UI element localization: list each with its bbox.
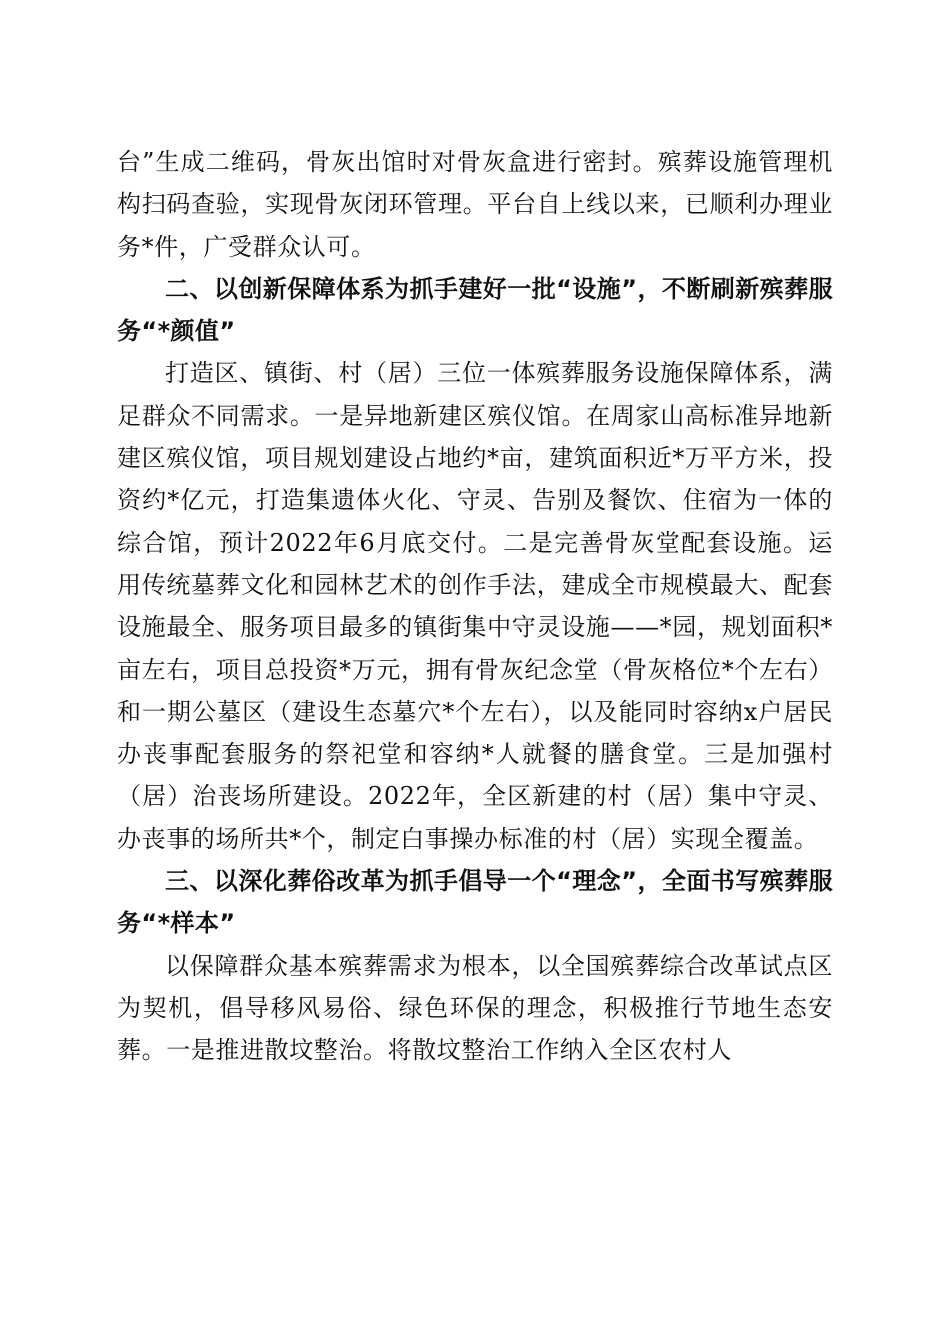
paragraph-facilities-system: 打造区、镇街、村（居）三位一体殡葬服务设施保障体系，满足群众不同需求。一是异地新建区殡仪馆。在周家山高标准异地新建区殡仪馆，项目规划建设占地约*亩，建筑面积近*万平方米，投资约*亿元，打造集遗体火化、守灵、告别及餐饮、住宿为一体的综合馆，预计2022年6月底交付。二是完善骨灰堂配套设施。运用传统墓葬文化和园林艺术的创作手法，建成全市规模最大、配套设施最全、服务项目最多的镇街集中守灵设施——*园，规划面积*亩左右，项目总投资*万元，拥有骨灰纪念堂（骨灰格位*个左右）和一期公墓区（建设生态墓穴*个左右），以及能同时容纳x户居民办丧事配套服务的祭祀堂和容纳*人就餐的膳食堂。三是加强村（居）治丧场所建设。2022年，全区新建的村（居）集中守灵、办丧事的场所共*个，制定白事操办标准的村（居）实现全覆盖。 <box>117 359 833 853</box>
section-heading-reform: 三、以深化葬俗改革为抓手倡导一个“理念”，全面书写殡葬服务“*样本” <box>117 867 833 938</box>
paragraph-reform-concept: 以保障群众基本殡葬需求为根本，以全国殡葬综合改革试点区为契机，倡导移风易俗、绿色环保的理念，积极推行节地生态安葬。一是推进散坟整治。将散坟整治工作纳入全区农村人 <box>117 951 833 1065</box>
document-body <box>117 141 833 1072</box>
paragraph-platform-summary: 台”生成二维码，骨灰出馆时对骨灰盒进行密封。殡葬设施管理机构扫码查验，实现骨灰闭环管理。平台自上线以来，已顺利办理业务*件，广受群众认可。 <box>117 148 833 261</box>
section-heading-facilities: 二、以创新保障体系为抓手建好一批“设施”，不断刷新殡葬服务“*颜值” <box>117 274 833 346</box>
